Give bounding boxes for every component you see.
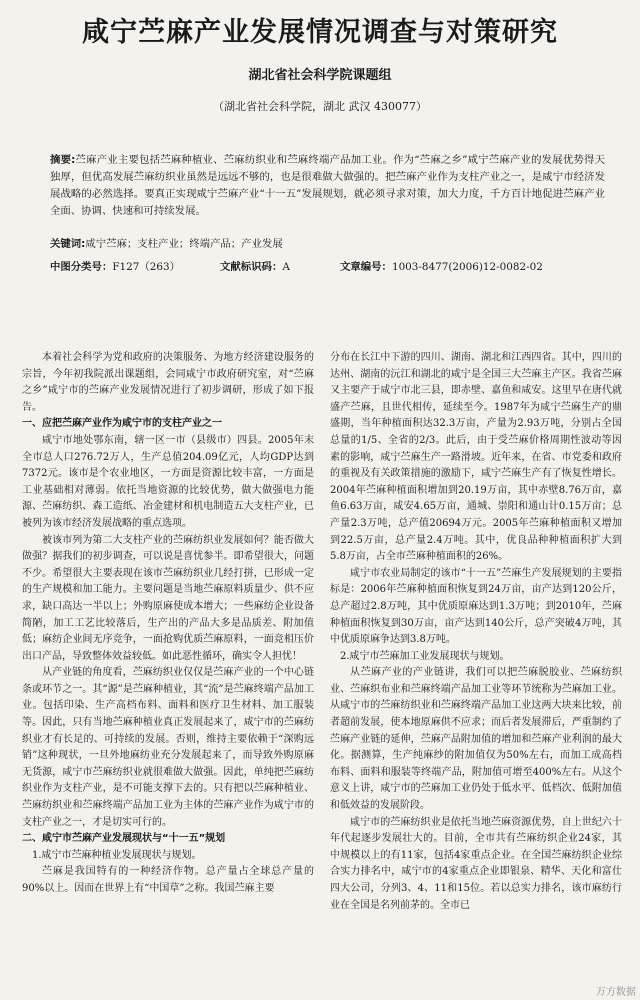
paper-title: 咸宁苎麻产业发展情况调查与对策研究 bbox=[82, 17, 558, 48]
body-paragraph: 本着社会科学为党和政府的决策服务、为地方经济建设服务的宗旨，今年初我院派出课题组，会同咸宁市政府研究室，对“苎麻之乡”咸宁市的苎麻产业发展情况进行了初步调研，形成了如下报告。 bbox=[22, 352, 314, 413]
body-column-right bbox=[330, 350, 622, 990]
body-paragraph: 分布在长江中下游的四川、湖南、湖北和江西四省。其中，四川的达州、湖南的沅江和湖北的咸宁是全国三大苎麻主产区。我省苎麻又主要产于咸宁市北三县，即赤壁、嘉鱼和咸安。这里早在唐代就盛产苎麻，且世代相传，延续至今。1987年为咸宁苎麻生产的鼎盛期，当年种植面积达32.3万亩，产量为2.93万吨，分别占全国总量的1/5、全省的2/3。此后，由于受苎麻价格周期性波动等因素的影响，咸宁苎麻生产一路滑坡。近年来，在省、市党委和政府的重视及有关政策措施的激励下，咸宁苎麻生产有了恢复性增长。2004年苎麻种植面积增加到20.19万亩，其中赤壁8.76万亩，嘉鱼6.63万亩，咸安4.65万亩，通城、崇阳和通山计0.15万亩；总产量2.3万吨，总产值20694万元。2005年苎麻种植面积又增加到22.5万亩，总产量2.4万吨。其中，优良品种种植面积扩大到5.8万亩，占全市苎麻种植面积的26%。 bbox=[330, 352, 622, 563]
body-paragraph: 咸宁市农业局制定的该市“十一五”苎麻生产发展规划的主要指标是：2006年苎麻种植面积恢复到24万亩，亩产达到120公斤，总产超过2.8万吨，其中优质原麻达到1.3万吨；到2010年，苎麻种植面积恢复到30万亩，亩产达到140公斤，总产突破4万吨，其中优质原麻争达到3.8万吨。 bbox=[330, 567, 622, 646]
classification-line bbox=[50, 259, 610, 276]
abstract bbox=[50, 152, 605, 220]
keywords bbox=[50, 236, 605, 253]
section-heading: 二、咸宁市苎麻产业发展现状与“十一五”规划 bbox=[22, 833, 226, 845]
clc-label: 中图分类号： bbox=[50, 261, 113, 273]
abstract-label: 摘要: bbox=[50, 154, 76, 166]
affiliation-line: （湖北省社会科学院，湖北 武汉 430077） bbox=[213, 100, 427, 113]
doc-code-label: 文献标识码： bbox=[220, 261, 283, 273]
doc-code-value: A bbox=[282, 261, 290, 273]
subsection-heading: 1.咸宁市苎麻种植业发展现状与规划。 bbox=[32, 849, 202, 861]
subsection-heading: 2.咸宁市苎麻加工业发展现状与规划。 bbox=[340, 650, 510, 662]
body-paragraph: 从苎麻产业的产业链讲，我们可以把苎麻脱胶业、苎麻纺织业、苎麻织布业和苎麻终端产品加工业等环节统称为苎麻加工业。从咸宁市的苎麻纺织业和苎麻终端产品加工业这两大块来比较，前者超前发展，使本地原麻供不应求；而后者发展滞后，严重制约了苎麻产业链的延伸，苎麻产品附加值的增加和苎麻产业利润的最大化。据测算，生产纯麻纱的附加值仅为50%左右，而加工成高档布料、面料和服装等终端产品，附加值可增至400%左右。从这个意义上讲，咸宁市的苎麻加工业仍处于低水平、低档次、低附加值和低效益的发展阶段。 bbox=[330, 667, 622, 812]
article-number-value: 1003-8477(2006)12-0082-02 bbox=[391, 261, 543, 273]
body-column-left bbox=[22, 350, 314, 990]
abstract-text: 苎麻产业主要包括苎麻种植业、苎麻纺织业和苎麻终端产品加工业。作为“苎麻之乡”咸宁苎麻产业的发展优势得天独厚，但优高发展苎麻纺织业虽然是远远不够的，也是很难做大做强的。把苎麻产业作为支柱产业之一，是咸宁市经济发展战略的必然选择。要真正实现咸宁苎麻产业“十一五”发展规划，就必须寻求对策，加大力度，千方百计地促进苎麻产业全面、协调、快速和可持续发展。 bbox=[50, 154, 605, 217]
body-paragraph: 咸宁市的苎麻纺织业是依托当地苎麻资源优势，自上世纪六十年代起逐步发展壮大的。目前，全市共有苎麻纺织企业24家，其中规模以上的有11家，包括4家重点企业。在全国苎麻纺织企业综合实力排名中，咸宁市的4家重点企业即银泉、精华、天化和富仕四大公司，分列3、4、11和15位。若以总实力排名，该市麻纺行业在全国是名列前茅的。全市已 bbox=[330, 816, 622, 911]
article-number-label: 文章编号： bbox=[340, 261, 392, 273]
body-paragraph: 苎麻是我国特有的一种经济作物。总产量占全球总产量的90%以上。因而在世界上有“中国草”之称。我国苎麻主要 bbox=[22, 866, 314, 894]
body-paragraph: 被该市列为第二大支柱产业的苎麻纺织业发展如何？能否做大做强？据我们的初步调查，可以说是喜忧参半。即希望很大，问题不少。希望很大主要表现在该市苎麻纺织业几经打拼，已形成一定的生产规模和加工能力。主要问题是当地苎麻原料质量少、供不应求，缺口高达一半以上；外购原麻使成本增大；一些麻纺企业设备简陋，加工工艺比较落后，生产出的产品大多是品质差、附加值低；麻纺企业间无序竞争，一面抢购优质苎麻原料，一面竞相压价出口产品，导致整体效益较低。如此恶性循环，确实令人担忧！ bbox=[22, 534, 314, 662]
body-paragraph: 咸宁市地处鄂东南，辖一区一市（县级市）四县。2005年末全市总人口276.72万人，生产总值204.09亿元，人均GDP达到7372元。该市是个农业地区，一方面是资源比较丰富，一方面是工业基础相对薄弱。依托当地资源的比较优势，做大做强电力能源、苎麻纺织、森工造纸、冶金建材和机电制造五大支柱产业，已被列为该市经济发展战略的重点选项。 bbox=[22, 434, 314, 529]
section-heading: 一、应把苎麻产业作为咸宁市的支柱产业之一 bbox=[22, 418, 222, 430]
keywords-label: 关键词: bbox=[50, 238, 86, 250]
clc-value: F127（263） bbox=[112, 261, 180, 273]
author-line: 湖北省社会科学院课题组 bbox=[248, 68, 392, 83]
keywords-text: 咸宁苎麻；支柱产业；终端产品；产业发展 bbox=[85, 238, 283, 250]
body-paragraph: 从产业链的角度看，苎麻纺织业仅仅是苎麻产业的一个中心链条或环节之一。其“源”是苎麻种植业，其“流”是苎麻终端产品加工业。包括印染、生产高档布料、面料和医疗卫生材料、加工服装等。因此，只有当地苎麻种植业真正发展起来了，咸宁市的苎麻纺织业才有长足的、可持续的发展。否则，维持主要依赖于“深购远销”这种现状，一旦外地麻纺业充分发展起来了，而导致外购原麻无货源，咸宁市苎麻纺织业就很难做大做强。因此，单纯把苎麻纺织业作为支柱产业，是不可能支撑下去的。只有把以苎麻种植业、苎麻纺织业和苎麻终端产品加工业为主体的苎麻产业作为咸宁市的支柱产业之一，才是切实可行的。 bbox=[22, 667, 314, 828]
watermark: 万方数据 bbox=[596, 987, 636, 998]
